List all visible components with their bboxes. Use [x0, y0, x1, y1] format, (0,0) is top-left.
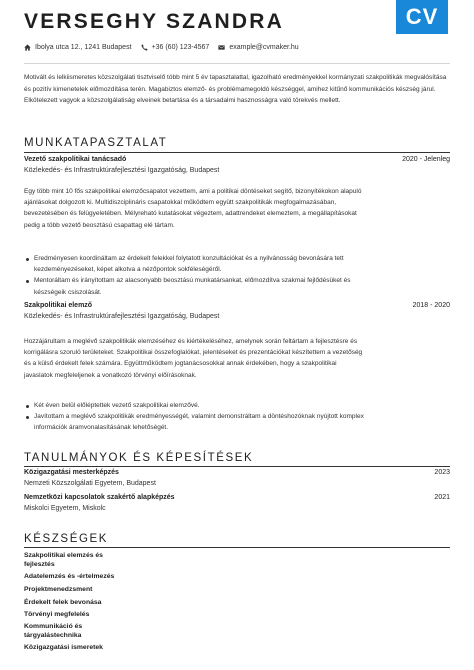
job-achievements-1 [24, 253, 364, 298]
education-year-2: 2021 [434, 494, 450, 501]
contact-phone [141, 44, 210, 51]
skill-item: Adatelemzés és -értelmezés [24, 573, 115, 580]
job-description-1: Egy több mint 10 fős szakpolitikai elemzőcsapatot vezettem, ami a politikai döntéseket segítő, bizonyítékokon alapuló ajánlásokat dolgozott ki. Multidiszciplináris csapatokkal működtem együtt szakpolitikák megfogalmazásában, bevezetésében és felügyeletében. Mélyreható kutatásokat végeztem, adattrendeket elemeztem, a megállapításokat pedig a több vezető beosztású csapattag elé tártam. [24, 188, 362, 229]
experience-divider [24, 152, 450, 153]
skills-heading: KÉSZSÉGEK [24, 533, 109, 545]
experience-heading: MUNKATAPASZTALAT [24, 137, 168, 149]
phone-icon [141, 44, 148, 51]
job-date-2: 2018 - 2020 [412, 302, 450, 309]
job-description-2: Hozzájárultam a meglévő szakpolitikák elemzéséhez és kiértékeléséhez, amelynek során feltártam a fejlesztésre és korrigálásra szoruló területeket. Szakpolitikai összefoglalókat, jelentéseket és prezentációkat készítettem a vezetőség és a külső érdekelt felek számára. Együttműködtem jogtanácsosokkal annak érdekében, hogy a szakpolitikai javaslatok megfeleljenek a vonatkozó törvényi előírásoknak. [24, 338, 363, 379]
job-org-1: Közlekedés- és Infrastruktúrafejlesztési Igazgatóság, Budapest [24, 167, 220, 174]
skill-item: Kommunikáció és tárgyalástechnika [24, 623, 83, 639]
skill-item: Törvényi megfelelés [24, 611, 90, 618]
envelope-icon [218, 44, 225, 51]
education-school-1: Nemzeti Közszolgálati Egyetem, Budapest [24, 480, 156, 487]
contact-address [24, 44, 132, 51]
contact-email [218, 44, 298, 51]
candidate-name: VERSEGHY SZANDRA [24, 10, 285, 33]
skill-item: Közigazgatási ismeretek [24, 644, 103, 651]
education-school-2: Miskolci Egyetem, Miskolc [24, 505, 106, 512]
job-org-2: Közlekedés- és Infrastruktúrafejlesztési Igazgatóság, Budapest [24, 313, 220, 320]
home-icon [24, 44, 31, 51]
skill-item: Projektmenedzsment [24, 586, 93, 593]
header-divider [24, 63, 450, 64]
address-text: Ibolya utca 12., 1241 Budapest [35, 43, 132, 51]
job-title-1: Vezető szakpolitikai tanácsadó [24, 156, 127, 163]
job-achievements-2 [24, 400, 364, 434]
profile-summary: Motivált és lelkiismeretes közszolgálati tisztviselő több mint 5 év tapasztalattal, igazolható eredményekkel kormányzati szakpolitikák megvalósítása és pozitív kimenetelek előmozdítása terén. Magabiztos elemző- és problémamegoldó készséggel, amihez kitűnő kommunikációs készség járul. Elkötelezett vagyok a közszolgálatiság elveinek betartása és a társadalmi hasznosságra való törekvés mellett. [24, 74, 447, 104]
skills-divider [24, 547, 450, 548]
email-text: example@cvmaker.hu [229, 43, 299, 51]
skill-item: Érdekelt felek bevonása [24, 599, 102, 606]
job-title-2: Szakpolitikai elemző [24, 302, 93, 309]
contact-line [24, 42, 308, 52]
education-year-1: 2023 [434, 469, 450, 476]
list-item: Eredményesen koordináltam az érdekelt felekkel folytatott konzultációkat és a nyilvánosság bevonására tett kezdeményezéseket, képet alkotva a nézőpontok sokféleségéről. [24, 253, 364, 275]
education-heading: TANULMÁNYOK ÉS KÉPESÍTÉSEK [24, 452, 254, 464]
cv-logo-badge: CV [396, 0, 448, 34]
education-degree-2: Nemzetközi kapcsolatok szakértő alapképzés [24, 494, 175, 501]
education-degree-1: Közigazgatási mesterképzés [24, 469, 119, 476]
list-item: Mentoráltam és irányítottam az alacsonyabb beosztású munkatársankat, előmozdítva szakmai fejlődésüket és készségeik csiszolását. [24, 275, 364, 297]
list-item: Javítottam a meglévő szakpolitikák eredményességét, valamint demonstráltam a döntéshozóknak nyújtott komplex információk áramvonalasításának lehetőségét. [24, 411, 364, 433]
skill-item: Szakpolitikai elemzés és fejlesztés [24, 552, 103, 568]
education-divider [24, 466, 450, 467]
list-item: Két éven belül előléptettek vezető szakpolitikai elemzővé. [24, 400, 364, 411]
job-date-1: 2020 - Jelenleg [402, 156, 450, 163]
phone-text: +36 (60) 123-4567 [151, 43, 210, 51]
